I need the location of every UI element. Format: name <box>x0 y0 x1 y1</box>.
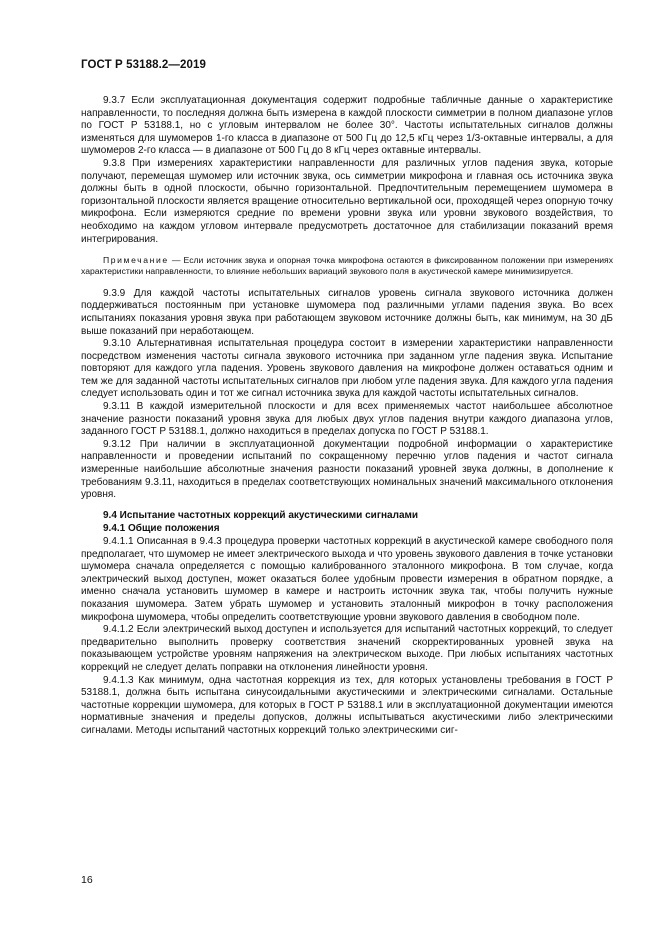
note-label: Примечание <box>103 255 169 266</box>
paragraph-9-3-12: 9.3.12 При наличии в эксплуатационной документации подробной информации о характеристике направленности и проведении испытаний по сокращенному перечню углов падения и частот сигнала измеренные наибольшие абсолютные значения разности показаний уровней звука должны, в дополнение к требованиям 9.3.11, находиться в пределах соответствующих номинальных значений максимального отклонения уровня. <box>81 438 613 501</box>
note-text: — Если источник звука и опорная точка микрофона остаются в фиксированном положении при измерениях характеристики направленности, то влияние небольших вариаций звукового поля в акустической камере минимизируется. <box>81 255 613 276</box>
paragraph-9-3-9: 9.3.9 Для каждой частоты испытательных сигналов уровень сигнала звукового источника должен поддерживаться постоянным при установке шумомера под различными углами падения звука. Во всех испытаниях показания уровня звука при работающем звуковом источнике должны быть, как минимум, на 30 дБ выше показаний при неработающем. <box>81 287 613 337</box>
page-header: ГОСТ Р 53188.2—2019 <box>81 59 206 71</box>
paragraph-9-4-1-2: 9.4.1.2 Если электрический выход доступен и используется для испытаний частотных коррекций, то следует предварительно выполнить проверку соответствия значений скорректированных уровней звука на показывающем устройстве уровням напряжения на электрическом выходе. При любых испытаниях частотных коррекций не следует делать поправки на отклонения линейности уровня. <box>81 624 613 673</box>
paragraph-9-3-7: 9.3.7 Если эксплуатационная документация содержит подробные табличные данные о характеристике направленности, то последняя должна быть измерена в каждой плоскости симметрии в полном диапазоне углов по ГОСТ Р 53188.1, но с угловым интервалом не более 30°. Частоты испытательных сигналов должны изменяться для шумомеров 1-го класса в диапазоне от 500 Гц до 12,5 кГц через 1/3-октавные интервалы, а для шумомеров 2-го класса — в диапазоне от 500 Гц до 8 кГц через октавные интервалы. <box>81 95 613 157</box>
page-number: 16 <box>81 874 93 886</box>
paragraph-9-3-11: 9.3.11 В каждой измерительной плоскости и для всех применяемых частот наибольшее абсолютное значение разности показаний уровня звука для любых двух углов падения внутри каждого диапазона углов, заданного ГОСТ Р 53188.1, должно находиться в пределах допуска по ГОСТ Р 53188.1. <box>81 401 613 438</box>
section-heading-9-4: 9.4 Испытание частотных коррекций акустическими сигналами <box>103 509 419 521</box>
paragraph-9-3-8: 9.3.8 При измерениях характеристики направленности для различных углов падения звука, которые получают, перемещая шумомер или источник звука, ось симметрии микрофона и главная ось источника звука должны быть в одной плоскости, обычно горизонтальной. Предпочтительным перемещением шумомера в горизонтальной плоскости является вращение относительно вертикальной оси, проходящей через опорную точку микрофона. Если измеряются средние по времени уровни звука или уровни звукового воздействия, то необходимо на каждом угловом интервале предусмотреть достаточное для стабилизации показаний время интегрирования. <box>81 157 613 245</box>
paragraph-9-4-1-3: 9.4.1.3 Как минимум, одна частотная коррекция из тех, для которых установлены требования в ГОСТ Р 53188.1, должна быть испытана синусоидальными акустическими и электрическими сигналами. Остальные частотные коррекции шумомера, для которых в ГОСТ Р 53188.1 или в эксплуатационной документации имеются нормативные значения и пределы допусков, должны испытываться акустическими либо электрическими сигналами. Методы испытаний частотных коррекций только электрическими сиг- <box>81 674 613 736</box>
subsection-heading-9-4-1: 9.4.1 Общие положения <box>103 523 220 535</box>
paragraph-9-4-1-1: 9.4.1.1 Описанная в 9.4.3 процедура проверки частотных коррекций в акустической камере свободного поля предполагает, что шумомер не имеет электрического выхода и что уровень звукового давления в точке установки шумомера сначала определяется с помощью калиброванного эталонного микрофона. В том случае, когда электрический выход доступен, может оказаться более удобным провести измерения в обратном порядке, а именно сначала установить шумомер в камере и настроить источник звука так, чтобы получить нужные показания шумомера. Затем убрать шумомер и установить эталонный микрофон в точку расположения микрофона шумомера, чтобы определить соответствующие уровни звукового давления в свободном поле. <box>81 536 613 623</box>
paragraph-9-3-10: 9.3.10 Альтернативная испытательная процедура состоит в измерении характеристики направленности посредством изменения частоты сигнала звукового источника при заданном угле падения звука. Испытание повторяют для каждого угла падения. Уровень звукового давления на микрофоне должен оставаться одним и тем же для заданной частоты испытательных сигналов при любом угле падения звука. Для каждого угла падения следует использовать один и тот же сигнал источника звука для каждой частоты испытательных сигналов. <box>81 338 613 400</box>
note <box>81 255 613 277</box>
document-body <box>81 95 613 738</box>
